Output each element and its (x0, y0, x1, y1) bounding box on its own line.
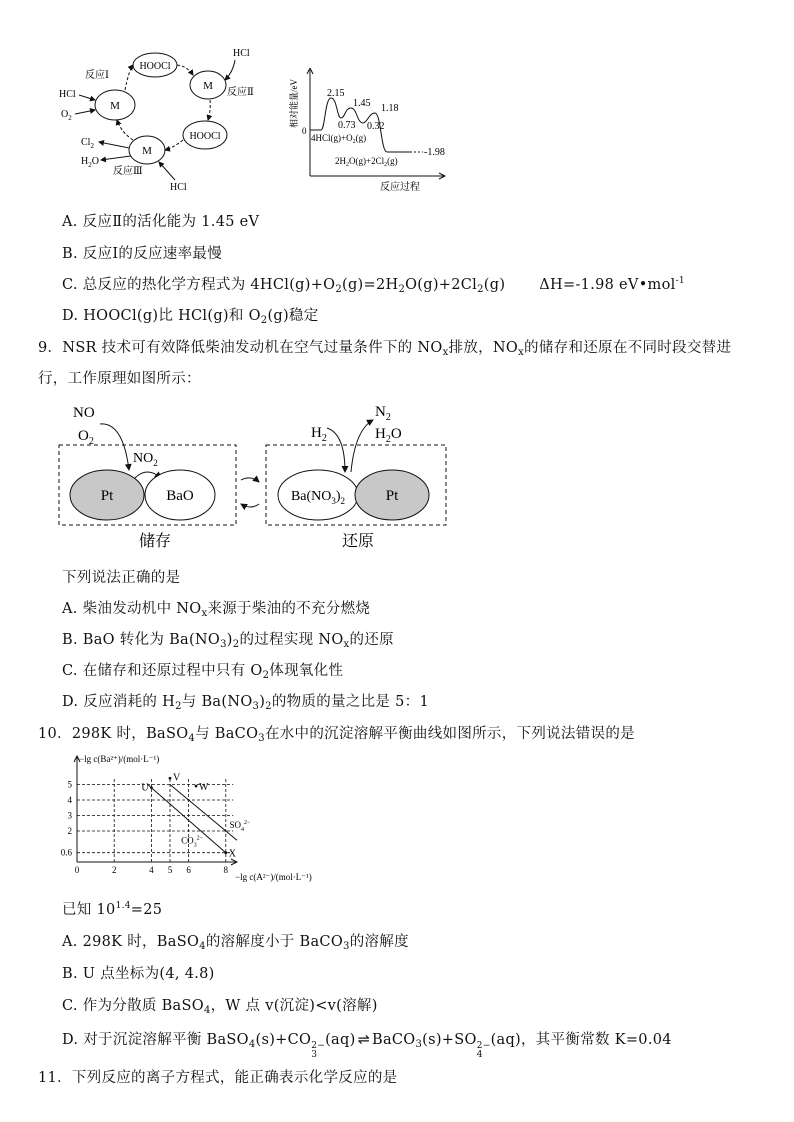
q10-stem-sub: 4 (188, 733, 196, 744)
q10-note-sup: 1.4 (115, 901, 131, 911)
q10-stem (38, 722, 635, 744)
nsr-diagram (55, 400, 460, 558)
point-label: U (141, 782, 149, 794)
q10d-sub: 3 (311, 1050, 318, 1060)
q9d-text: D. 反应消耗的 H (62, 694, 176, 710)
q8c-sub: 2 (335, 284, 343, 295)
point-label: X (228, 848, 237, 860)
pt-storage-label: Pt (100, 488, 114, 504)
q10d-ion-script (311, 1042, 325, 1060)
q9d-text: 的物质的量之比是 5：1 (271, 694, 429, 710)
x-tick-label: 6 (186, 865, 191, 875)
energy-start-label: $4HCl(g)+O_2(g)$ (311, 133, 367, 145)
x-tick-label: 8 (223, 865, 229, 875)
q8c-enthalpy: ΔH=-1.98 eV•mol (539, 277, 676, 293)
data-point (224, 851, 227, 854)
energy-peak1: 2.15 (327, 88, 345, 99)
m-bottom-label: M (142, 145, 152, 157)
q9b-text: 的还原 (349, 632, 394, 648)
q9a-sub: x (201, 608, 208, 619)
q10-note (62, 898, 162, 919)
q9b-text: 的过程实现 NO (239, 632, 344, 648)
q10d-sup: 2− (311, 1041, 326, 1051)
x-tick-label: 5 (167, 865, 173, 875)
q10d-text: (s)+SO (422, 1032, 477, 1048)
y-tick-label: 3 (67, 810, 72, 821)
q8c-text: C. 总反应的热化学方程式为 4HCl(g)+O (62, 277, 336, 293)
o2-label: $O_2$ (78, 428, 94, 447)
o2-left-label: $O_2$ (61, 109, 72, 122)
reaction-iii-label: 反应Ⅲ (113, 166, 143, 177)
q10-stem-text: 与 BaCO (195, 726, 259, 742)
q10d-sub: 4 (476, 1050, 483, 1060)
q10d-sup: 2− (476, 1041, 491, 1051)
q9-stem-text: 的储存和还原在不同时段交替进 (524, 340, 732, 356)
energy-end-label: $2H_2O(g)+2Cl_2(g)$ (335, 156, 398, 168)
q10-stem-text: 在水中的沉淀溶解平衡曲线如图所示，下列说法错误的是 (264, 726, 635, 742)
q10d-text: D. 对于沉淀溶解平衡 BaSO (62, 1032, 249, 1048)
x-tick-label: 4 (149, 865, 154, 875)
q10-note-text: =25 (130, 902, 163, 918)
q10-option-b[interactable]: B. U 点坐标为(4, 4.8) (62, 966, 215, 982)
q8d-sub: 2 (260, 315, 268, 326)
q8d-text: (g)稳定 (267, 308, 319, 324)
q8c-text: (g) (483, 277, 506, 293)
q10d-text: (s)+CO (255, 1032, 312, 1048)
q10-note-text: 已知 10 (62, 902, 116, 918)
q8-option-a[interactable]: A. 反应Ⅱ的活化能为 1.45 eV (62, 214, 260, 230)
q10d-text: (aq) (325, 1032, 356, 1048)
q9-stem-line2: 行，工作原理如图所示： (38, 371, 201, 387)
q10-stem-sub: 3 (258, 733, 265, 744)
storage-caption: 储存 (138, 533, 172, 550)
q9-stem-text: 9．NSR 技术可有效降低柴油发动机在空气过量条件下的 NO (38, 340, 443, 356)
q10c-text: ，W 点 v(沉淀)<v(溶解) (210, 998, 378, 1014)
q8c-text: O(g)+2Cl (405, 277, 478, 293)
q8-option-d[interactable] (62, 304, 319, 326)
reaction-cycle-diagram (55, 40, 285, 195)
energy-end-value: -1.98 (424, 147, 445, 158)
q9-option-a[interactable] (62, 597, 370, 619)
hcl-top-label: HCl (233, 48, 250, 59)
q9d-sub: 2 (175, 701, 182, 712)
h2-label: $H_2$ (311, 425, 327, 444)
chart-xlabel: −lg c(A²⁻)/(mol·L⁻¹) (235, 872, 312, 882)
data-point (195, 785, 198, 788)
q10d-ion-script (477, 1042, 491, 1060)
x-tick-label: 0 (74, 865, 80, 875)
q10d-sub: 4 (248, 1039, 256, 1050)
data-point (169, 777, 172, 780)
h2o-left-label: $H_2O$ (81, 156, 99, 169)
q9a-text: 来源于柴油的不充分燃烧 (207, 601, 371, 617)
q11-stem: 11．下列反应的离子方程式，能正确表示化学反应的是 (38, 1070, 398, 1086)
y-tick-label: 0.6 (60, 847, 72, 858)
energy-peak3: 1.18 (381, 103, 399, 114)
q9-stem-sub: x (518, 347, 525, 358)
q9-stem-sub: x (442, 347, 449, 358)
q10d-sub: 3 (415, 1039, 423, 1050)
q9b-sub: 3 (220, 639, 227, 650)
reaction-i-label: 反应Ⅰ (85, 70, 109, 81)
q10a-text: A. 298K 时，BaSO (62, 934, 200, 950)
q9c-text: 体现氧化性 (269, 663, 344, 679)
h2o-label: $H_2O$ (375, 426, 402, 445)
m-left-label: M (110, 100, 120, 112)
q9a-text: A. 柴油发动机中 NO (62, 601, 202, 617)
q9-option-d[interactable] (62, 690, 429, 712)
solubility-chart (55, 752, 345, 887)
y-tick-label: 4 (67, 795, 72, 805)
q10-option-a[interactable] (62, 930, 409, 952)
q10a-text: 的溶解度小于 BaCO (205, 934, 344, 950)
q9-option-b[interactable] (62, 628, 394, 650)
q9b-text: B. BaO 转化为 Ba(NO (62, 632, 221, 648)
q9-option-c[interactable] (62, 659, 343, 681)
q10a-sub: 4 (199, 941, 206, 952)
no-label: NO (73, 405, 95, 421)
no2-label: $NO_2$ (133, 451, 158, 468)
hoocl-top-label: HOOCl (139, 61, 171, 72)
q9-question: 下列说法正确的是 (62, 570, 181, 586)
ba-nitrate-label: $Ba(NO_3)_2$ (290, 489, 346, 506)
q9b-sub: 2 (232, 639, 240, 650)
q8c-sup: -1 (675, 276, 685, 286)
energy-valley1: 0.73 (338, 120, 356, 131)
energy-peak2: 1.45 (353, 98, 371, 109)
energy-xlabel: 反应过程 (380, 182, 420, 193)
hoocl-right-label: HOOCl (189, 131, 221, 142)
q9d-text: ) (259, 694, 266, 710)
data-point (150, 786, 153, 789)
energy-profile-diagram (285, 68, 460, 196)
point-label: V (173, 772, 181, 784)
q9-stem-line1 (38, 336, 731, 358)
q8-option-b[interactable]: B. 反应Ⅰ的反应速率最慢 (62, 246, 223, 262)
q10d-text: BaCO (372, 1032, 416, 1048)
y-tick-label: 2 (67, 826, 72, 836)
q10-option-c[interactable] (62, 994, 378, 1016)
pt-reduction-label: Pt (385, 488, 399, 504)
m-right-label: M (203, 80, 213, 92)
y-tick-label: 5 (67, 779, 72, 790)
energy-zero-label: 0 (302, 126, 307, 136)
q9b-sub: x (343, 639, 350, 650)
q9c-sub: 2 (262, 670, 270, 681)
energy-valley2: 0.32 (367, 121, 385, 132)
q9d-sub: 3 (252, 701, 260, 712)
q8c-text: (g)=2H (342, 277, 399, 293)
cl2-left-label: $Cl_2$ (81, 137, 94, 150)
q9-stem-text: 排放，NO (448, 340, 519, 356)
equilibrium-arrow: ⇌ (357, 1032, 370, 1048)
chart-ylabel: −lg c(Ba²⁺)/(mol·L⁻¹) (79, 754, 160, 764)
q8c-sub: 2 (398, 284, 406, 295)
q9c-text: C. 在储存和还原过程中只有 O (62, 663, 263, 679)
q9d-text: 与 Ba(NO (181, 694, 253, 710)
hcl-left-label: HCl (59, 89, 76, 100)
q8c-sub: 2 (477, 284, 484, 295)
q9d-sub: 2 (265, 701, 272, 712)
series-label: $CO_3^{2-}$ (181, 835, 204, 849)
bao-label: BaO (166, 488, 194, 504)
energy-ylabel: 相对能量/eV (289, 79, 299, 128)
q10c-text: C. 作为分散质 BaSO (62, 998, 204, 1014)
q10c-sub: 4 (203, 1005, 211, 1016)
n2-label: $N_2$ (375, 404, 391, 423)
q10a-sub: 3 (343, 941, 350, 952)
q8d-text: D. HOOCl(g)比 HCl(g)和 O (62, 308, 261, 324)
point-label: W (199, 782, 209, 794)
q10-option-d[interactable] (62, 1028, 672, 1060)
x-tick-label: 2 (111, 865, 117, 875)
q10-stem-text: 10．298K 时，BaSO (38, 726, 189, 742)
q8-option-c[interactable] (62, 273, 685, 295)
reaction-ii-label: 反应Ⅱ (227, 87, 254, 98)
q10d-text: (aq)，其平衡常数 K=0.04 (490, 1032, 672, 1048)
q9b-text: ) (226, 632, 233, 648)
series-label: $SO_4^{2-}$ (229, 819, 251, 833)
reduction-caption: 还原 (341, 533, 375, 550)
hcl-bottom-label: HCl (170, 182, 187, 193)
q10a-text: 的溶解度 (349, 934, 409, 950)
